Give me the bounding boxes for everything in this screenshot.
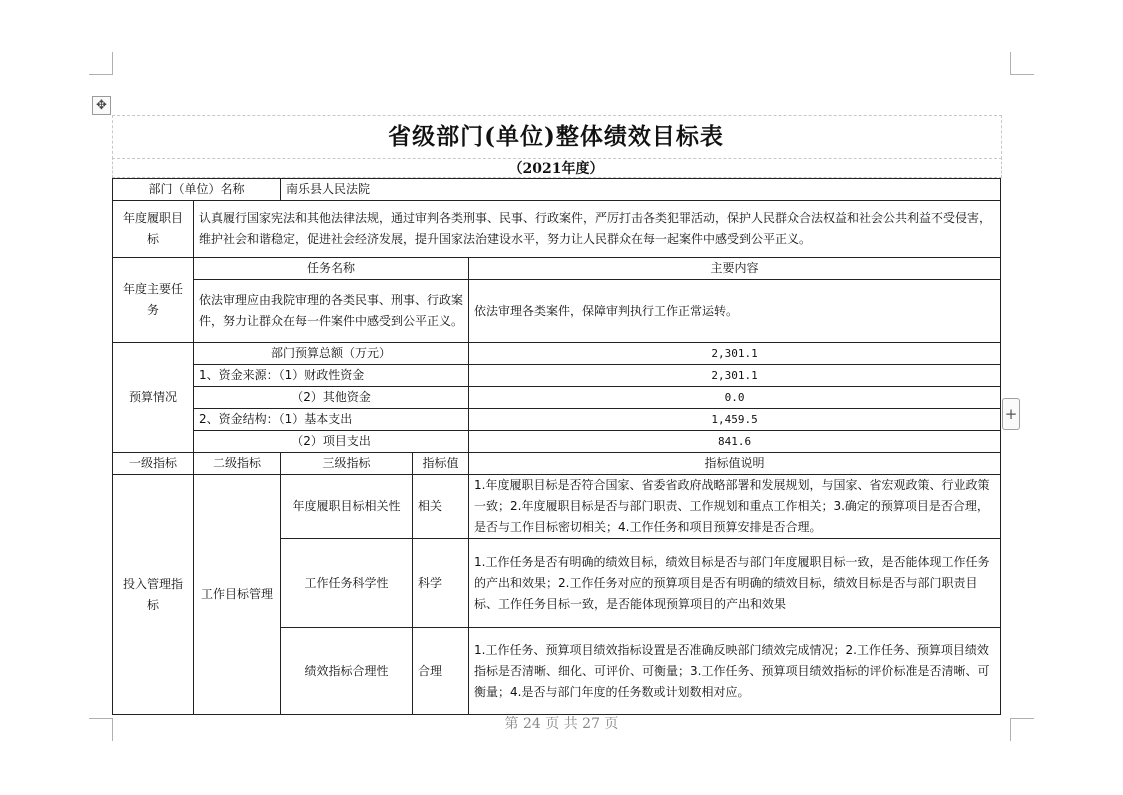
budget-row-label: （2）项目支出 xyxy=(194,431,469,453)
table-row xyxy=(113,387,1001,409)
budget-row-value: 0.0 xyxy=(469,387,1001,409)
document-title: 省级部门(单位)整体绩效目标表 xyxy=(388,123,724,150)
budget-row-value: 2,301.1 xyxy=(469,343,1001,365)
budget-row-value: 2,301.1 xyxy=(469,365,1001,387)
level3-cell: 年度履职目标相关性 xyxy=(281,475,413,539)
header-level3: 三级指标 xyxy=(281,453,413,475)
page-number: 第 24 页 共 27 页 xyxy=(504,716,619,732)
table-row xyxy=(113,409,1001,431)
crop-mark-top-left-v xyxy=(112,52,113,75)
dept-label: 部门（单位）名称 xyxy=(113,179,281,201)
table-row xyxy=(113,201,1001,258)
indicator-value-cell: 相关 xyxy=(413,475,469,539)
budget-row-value: 841.6 xyxy=(469,431,1001,453)
crop-mark-top-left-h xyxy=(89,74,113,75)
task-content-cell: 依法审理各类案件，保障审判执行工作正常运转。 xyxy=(469,280,1001,343)
annual-goal-text: 认真履行国家宪法和其他法律法规，通过审判各类刑事、民事、行政案件，严厉打击各类犯罪活动，保护人民群众合法权益和社会公共利益不受侵害，维护社会和谐稳定，促进社会经济发展，提升国家法治建设水平，努力让人民群众在每一起案件中感受到公平正义。 xyxy=(194,201,1001,258)
table-row xyxy=(113,258,1001,280)
task-name-header: 任务名称 xyxy=(194,258,469,280)
header-indicator-desc: 指标值说明 xyxy=(469,453,1001,475)
budget-row-label: 部门预算总额（万元） xyxy=(194,343,469,365)
table-row xyxy=(113,365,1001,387)
header-level1: 一级指标 xyxy=(113,453,194,475)
document-year: （2021年度） xyxy=(508,161,604,177)
table-row xyxy=(113,453,1001,475)
header-indicator-value: 指标值 xyxy=(413,453,469,475)
table-row xyxy=(113,431,1001,453)
indicator-desc-cell: 1.年度履职目标是否符合国家、省委省政府战略部署和发展规划，与国家、省宏观政策、行业政策一致；2.年度履职目标是否与部门职责、工作规划和重点工作相关；3.确定的预算项目是否合理，是否与工作目标密切相关；4.工作任务和项目预算安排是否合理。 xyxy=(469,475,1001,539)
budget-row-value: 1,459.5 xyxy=(469,409,1001,431)
budget-row-label: 1、资金来源：（1）财政性资金 xyxy=(194,365,469,387)
indicator-value-cell: 合理 xyxy=(413,628,469,715)
dept-value: 南乐县人民法院 xyxy=(281,179,1001,201)
budget-row-label: 2、资金结构：（1）基本支出 xyxy=(194,409,469,431)
crop-mark-top-right-v xyxy=(1010,52,1011,75)
add-column-icon[interactable]: + xyxy=(1002,398,1020,430)
level3-cell: 工作任务科学性 xyxy=(281,539,413,628)
task-name-cell: 依法审理应由我院审理的各类民事、刑事、行政案件，努力让群众在每一件案件中感受到公平正义。 xyxy=(194,280,469,343)
crop-mark-top-right-h xyxy=(1010,74,1034,75)
budget-row-label: （2）其他资金 xyxy=(194,387,469,409)
header-level2: 二级指标 xyxy=(194,453,281,475)
table-row xyxy=(113,343,1001,365)
annual-goal-label: 年度履职目标 xyxy=(113,201,194,258)
main-content-header: 主要内容 xyxy=(469,258,1001,280)
main-tasks-label: 年度主要任务 xyxy=(113,258,194,343)
table-row xyxy=(113,280,1001,343)
table-move-icon[interactable]: ✥ xyxy=(92,96,111,115)
table-row xyxy=(113,179,1001,201)
indicator-value-cell: 科学 xyxy=(413,539,469,628)
performance-table xyxy=(112,178,1001,715)
table-row xyxy=(113,475,1001,539)
level3-cell: 绩效指标合理性 xyxy=(281,628,413,715)
indicator-desc-cell: 1.工作任务是否有明确的绩效目标，绩效目标是否与部门年度履职目标一致，是否能体现工作任务的产出和效果；2.工作任务对应的预算项目是否有明确的绩效目标，绩效目标是否与部门职责目标、工作任务目标一致，是否能体现预算项目的产出和效果 xyxy=(469,539,1001,628)
level1-cell: 投入管理指标 xyxy=(113,475,194,715)
level2-cell: 工作目标管理 xyxy=(194,475,281,715)
indicator-desc-cell: 1.工作任务、预算项目绩效指标设置是否准确反映部门绩效完成情况；2.工作任务、预算项目绩效指标是否清晰、细化、可评价、可衡量；3.工作任务、预算项目绩效指标的评价标准是否清晰、可衡量；4.是否与部门年度的任务数或计划数相对应。 xyxy=(469,628,1001,715)
budget-label: 预算情况 xyxy=(113,343,194,453)
